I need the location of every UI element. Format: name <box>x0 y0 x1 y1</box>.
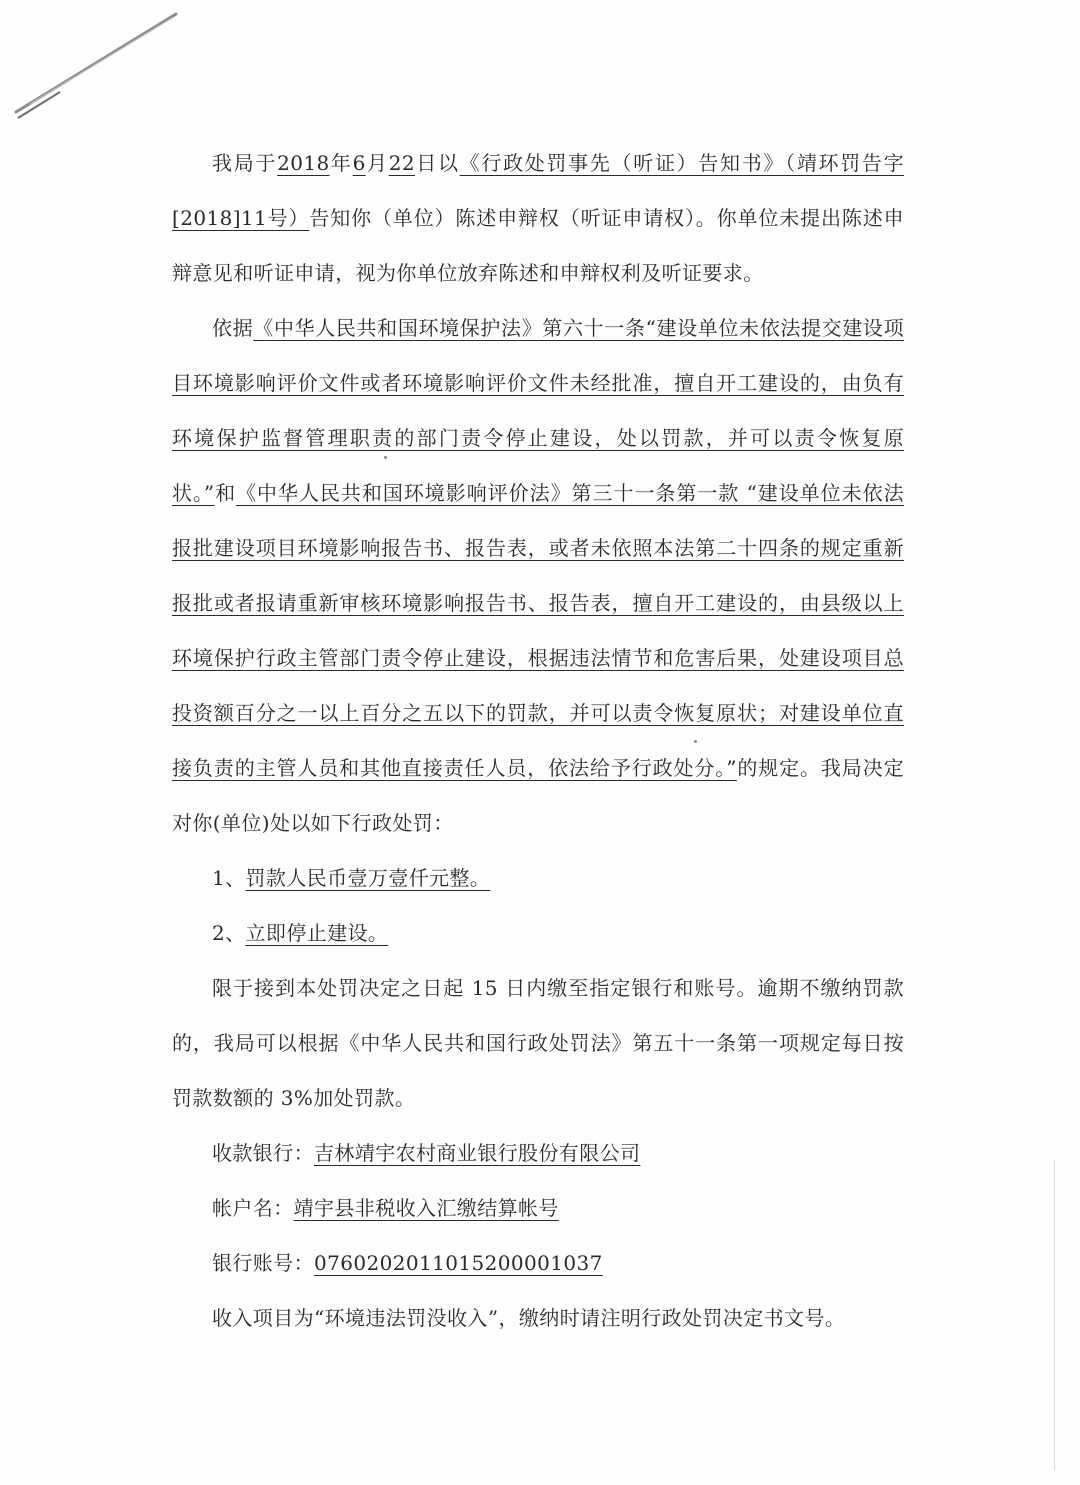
item-number: 1、 <box>212 866 246 890</box>
law-citation-eia: 《中华人民共和国环境影响评价法》第三十一条第一款 “建设单位未依法报批建设项目环境影响报告书、报告表，或者未依照本法第二十四条的规定重新报批或者报请重新审核环境影响报告书、报告表，擅自开工建设的，由县级以上环境保护行政主管部门责令停止建设，根据违法情节和危害后果，处建设项目总投资额百分之一以上百分之五以下的罚款，并可以责令恢复原状；对建设单位直接负责的主管人员和其他直接责任人员，依法给予行政处分。” <box>172 481 904 780</box>
item-number: 2、 <box>212 921 246 945</box>
paragraph-legal-basis <box>172 301 904 851</box>
scan-edge-line <box>1054 1160 1055 1470</box>
text: 日以 <box>414 151 460 175</box>
paragraph-notification <box>172 136 904 301</box>
account-number-value: 0760202011015200001037 <box>314 1251 603 1275</box>
law-citation-environmental-protection: 《中华人民共和国环境保护法》第六十一条“建设单位未依法提交建设项目环境影响评价文件或者环境影响评价文件未经批准，擅自开工建设的，由负有环境保护监督管理职责的部门责令停止建设，处以罚款，并可以责令恢复原状。” <box>172 316 904 505</box>
account-number-label: 银行账号： <box>212 1251 314 1275</box>
penalty-item <box>172 851 904 906</box>
date-month: 6 <box>352 151 366 175</box>
bank-value: 吉林靖宇农村商业银行股份有限公司 <box>314 1141 641 1165</box>
account-name-label: 帐户名： <box>212 1196 294 1220</box>
text: 的规定。我局决定对你(单位)处以如下行政处罚： <box>172 756 904 835</box>
text: 年 <box>329 151 353 175</box>
account-number-line <box>172 1236 904 1291</box>
paragraph-income-item: 收入项目为“环境违法罚没收入”，缴纳时请注明行政处罚决定书文号。 <box>212 1306 846 1330</box>
bank-label: 收款银行： <box>212 1141 314 1165</box>
text: 告知你（单位）陈述申辩权（听证申请权）。你单位未提出陈述申辩意见和听证申请，视为你单位放弃陈述和申辩权利及听证要求。 <box>172 206 904 285</box>
penalty-item <box>172 906 904 961</box>
text: 依据 <box>212 316 254 340</box>
scan-artifact-stroke <box>0 0 200 130</box>
date-year: 2018 <box>277 151 330 175</box>
text: 和 <box>214 481 237 505</box>
paragraph-payment-deadline: 限于接到本处罚决定之日起 15 日内缴至指定银行和账号。逾期不缴纳罚款的，我局可以根据《中华人民共和国行政处罚法》第五十一条第一项规定每日按罚款数额的 3%加处罚款。 <box>172 976 904 1110</box>
notice-reference: 《行政处罚事先（听证）告知书》（靖环罚告字[2018]11号） <box>172 151 904 230</box>
bank-line <box>172 1126 904 1181</box>
item-text: 立即停止建设。 <box>245 921 389 945</box>
date-day: 22 <box>388 151 415 175</box>
account-name-line <box>172 1181 904 1236</box>
item-text: 罚款人民币壹万壹仟元整。 <box>245 866 491 890</box>
account-name-value: 靖宇县非税收入汇缴结算帐号 <box>293 1196 559 1220</box>
text: 月 <box>365 151 389 175</box>
notice-body <box>172 136 904 1346</box>
text: 我局于 <box>212 151 278 175</box>
